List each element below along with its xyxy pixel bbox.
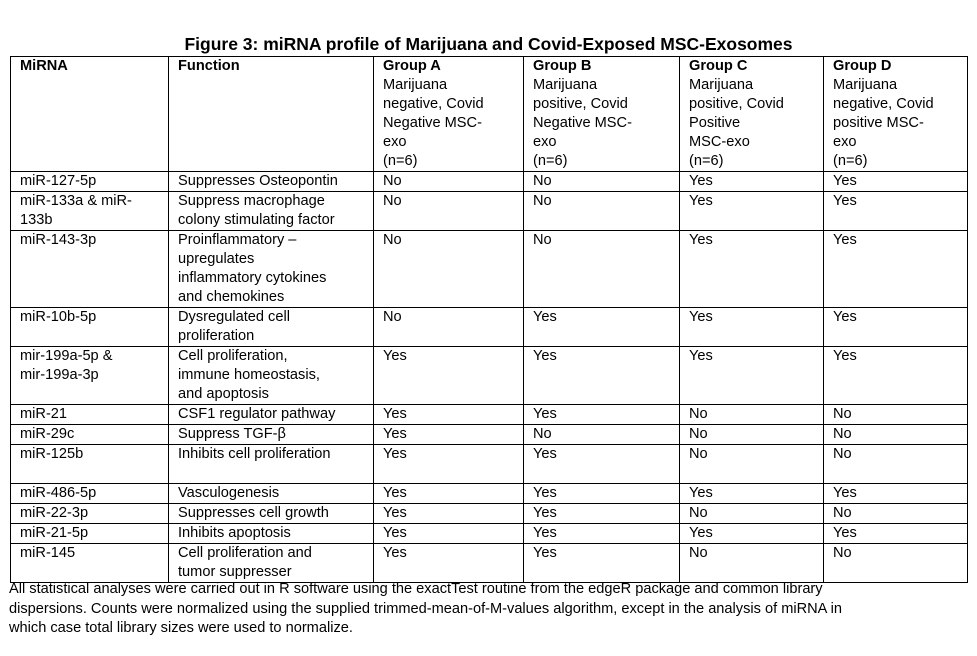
group-a-cell: Yes (374, 425, 524, 445)
group-b-cell: Yes (524, 504, 680, 524)
group-desc-line: (n=6) (833, 153, 868, 169)
function-line: and chemokines (178, 289, 285, 305)
function-line: Suppress macrophage (178, 193, 325, 209)
mirna-line: miR-21-5p (20, 525, 89, 541)
group-desc-line: positive, Covid (689, 96, 784, 112)
mirna-line: miR-133a & miR- (20, 193, 132, 209)
group-c-cell: No (680, 405, 824, 425)
group-desc-line: MSC-exo (689, 134, 750, 150)
mirna-cell (11, 192, 169, 231)
mirna-line: miR-125b (20, 446, 84, 462)
mirna-cell (11, 308, 169, 347)
function-line: CSF1 regulator pathway (178, 406, 336, 422)
group-d-cell: Yes (824, 192, 968, 231)
group-b-cell: Yes (524, 524, 680, 544)
function-line: and apoptosis (178, 386, 269, 402)
group-desc-line: positive, Covid (533, 96, 628, 112)
function-line: immune homeostasis, (178, 367, 320, 383)
header-row (11, 57, 968, 172)
group-b-cell: No (524, 192, 680, 231)
group-desc-line: Marijuana (833, 77, 898, 93)
function-line: Suppresses cell growth (178, 505, 329, 521)
group-c-cell: Yes (680, 172, 824, 192)
group-a-cell: No (374, 192, 524, 231)
header-function: Function (169, 57, 374, 172)
function-line: Cell proliferation and (178, 545, 312, 561)
function-cell (169, 425, 374, 445)
group-d-cell: No (824, 425, 968, 445)
function-cell (169, 172, 374, 192)
table-row (11, 544, 968, 583)
function-line: upregulates (178, 251, 255, 267)
function-cell (169, 405, 374, 425)
header-group (824, 57, 968, 172)
table-row (11, 425, 968, 445)
table-row (11, 484, 968, 504)
function-cell (169, 192, 374, 231)
group-desc-line: negative, Covid (383, 96, 484, 112)
mirna-line: mir-199a-3p (20, 367, 99, 383)
function-line: proliferation (178, 328, 255, 344)
group-a-cell: Yes (374, 405, 524, 425)
group-d-cell: Yes (824, 484, 968, 504)
group-name: Group D (833, 58, 892, 74)
table-row (11, 445, 968, 484)
mirna-cell (11, 231, 169, 308)
group-desc-line: exo (833, 134, 857, 150)
mirna-cell (11, 484, 169, 504)
mirna-cell (11, 524, 169, 544)
mirna-line: miR-22-3p (20, 505, 89, 521)
table-row (11, 231, 968, 308)
group-a-cell: Yes (374, 524, 524, 544)
mirna-line: miR-29c (20, 426, 75, 442)
group-desc-line: negative, Covid (833, 96, 934, 112)
table-row (11, 347, 968, 405)
group-name: Group A (383, 58, 441, 74)
function-line: colony stimulating factor (178, 212, 335, 228)
function-line: inflammatory cytokines (178, 270, 327, 286)
function-line: Cell proliferation, (178, 348, 288, 364)
group-name: Group B (533, 58, 592, 74)
group-b-cell: No (524, 231, 680, 308)
group-d-cell: Yes (824, 347, 968, 405)
group-a-cell: No (374, 308, 524, 347)
group-c-cell: Yes (680, 524, 824, 544)
function-cell (169, 445, 374, 484)
group-a-cell: Yes (374, 347, 524, 405)
group-desc-line: Marijuana (383, 77, 448, 93)
group-b-cell: No (524, 172, 680, 192)
mirna-profile-table (10, 56, 968, 583)
footnote-line: All statistical analyses were carried out in R software using the exactTest routine from the edgeR package and common library (9, 581, 823, 597)
mirna-line: miR-10b-5p (20, 309, 97, 325)
function-cell (169, 308, 374, 347)
group-desc-line: Negative MSC- (383, 115, 482, 131)
group-desc-line: Negative MSC- (533, 115, 632, 131)
group-desc-line: (n=6) (383, 153, 418, 169)
table-row (11, 172, 968, 192)
footnote-line: which case total library sizes were used to normalize. (9, 620, 353, 636)
group-desc-line: exo (383, 134, 407, 150)
group-desc-line: Marijuana (533, 77, 598, 93)
table-row (11, 524, 968, 544)
mirna-line: 133b (20, 212, 53, 228)
header-group (524, 57, 680, 172)
function-line: Dysregulated cell (178, 309, 290, 325)
function-line: Suppress TGF-β (178, 426, 286, 442)
group-desc-line: (n=6) (533, 153, 568, 169)
group-b-cell: Yes (524, 308, 680, 347)
group-d-cell: No (824, 405, 968, 425)
mirna-cell (11, 544, 169, 583)
group-d-cell: Yes (824, 231, 968, 308)
group-c-cell: No (680, 425, 824, 445)
table-row (11, 405, 968, 425)
header-group (680, 57, 824, 172)
group-a-cell: Yes (374, 544, 524, 583)
group-c-cell: Yes (680, 231, 824, 308)
group-desc-line: Marijuana (689, 77, 754, 93)
group-c-cell: Yes (680, 192, 824, 231)
group-a-cell: Yes (374, 504, 524, 524)
group-desc-line: exo (533, 134, 557, 150)
function-line: Inhibits apoptosis (178, 525, 291, 541)
function-cell (169, 544, 374, 583)
mirna-cell (11, 504, 169, 524)
mirna-line: miR-486-5p (20, 485, 97, 501)
group-d-cell: Yes (824, 308, 968, 347)
group-name: Group C (689, 58, 748, 74)
header-group (374, 57, 524, 172)
mirna-line: miR-143-3p (20, 232, 97, 248)
group-c-cell: Yes (680, 347, 824, 405)
group-d-cell: No (824, 504, 968, 524)
group-c-cell: Yes (680, 308, 824, 347)
function-cell (169, 504, 374, 524)
group-d-cell: No (824, 544, 968, 583)
function-line (178, 464, 368, 483)
group-c-cell: No (680, 445, 824, 484)
group-d-cell: Yes (824, 172, 968, 192)
mirna-cell (11, 172, 169, 192)
mirna-cell (11, 445, 169, 484)
group-b-cell: Yes (524, 405, 680, 425)
function-cell (169, 347, 374, 405)
mirna-cell (11, 347, 169, 405)
mirna-line: miR-21 (20, 406, 68, 422)
group-c-cell: No (680, 544, 824, 583)
group-a-cell: Yes (374, 445, 524, 484)
footnote (9, 580, 969, 639)
group-a-cell: No (374, 231, 524, 308)
group-d-cell: Yes (824, 524, 968, 544)
header-mirna: MiRNA (11, 57, 169, 172)
group-desc-line: Positive (689, 115, 741, 131)
group-b-cell: Yes (524, 544, 680, 583)
group-a-cell: No (374, 172, 524, 192)
function-cell (169, 231, 374, 308)
group-b-cell: Yes (524, 445, 680, 484)
mirna-cell (11, 405, 169, 425)
footnote-line: dispersions. Counts were normalized using the supplied trimmed-mean-of-M-values algorithm, except in the analysis of miRNA in (9, 600, 843, 617)
group-c-cell: No (680, 504, 824, 524)
function-cell (169, 484, 374, 504)
function-line: tumor suppresser (178, 564, 292, 580)
group-b-cell: Yes (524, 484, 680, 504)
table-body (11, 172, 968, 583)
group-b-cell: Yes (524, 347, 680, 405)
figure-title: Figure 3: miRNA profile of Marijuana and Covid-Exposed MSC-Exosomes (184, 34, 793, 54)
table-row (11, 504, 968, 524)
function-line: Vasculogenesis (178, 485, 280, 501)
group-a-cell: Yes (374, 484, 524, 504)
group-d-cell: No (824, 445, 968, 484)
group-c-cell: Yes (680, 484, 824, 504)
mirna-line: mir-199a-5p & (20, 348, 113, 364)
function-line: Proinflammatory – (178, 232, 297, 248)
group-b-cell: No (524, 425, 680, 445)
group-desc-line: positive MSC- (833, 115, 924, 131)
function-line: Suppresses Osteopontin (178, 173, 338, 189)
table-row (11, 192, 968, 231)
mirna-line: miR-145 (20, 545, 76, 561)
mirna-cell (11, 425, 169, 445)
table-row (11, 308, 968, 347)
mirna-line: miR-127-5p (20, 173, 97, 189)
function-line: Inhibits cell proliferation (178, 446, 331, 462)
group-desc-line: (n=6) (689, 153, 724, 169)
function-cell (169, 524, 374, 544)
